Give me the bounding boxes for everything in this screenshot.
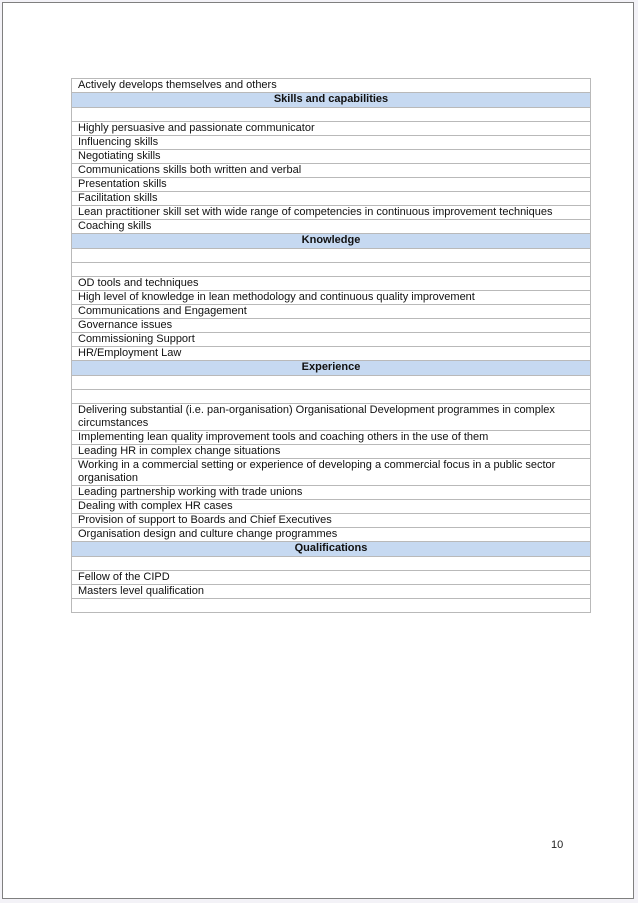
table-cell: Highly persuasive and passionate communicator <box>72 122 591 136</box>
section-header-row <box>72 361 591 376</box>
table-row <box>72 122 591 136</box>
table-cell: Masters level qualification <box>72 585 591 599</box>
table-row <box>72 514 591 528</box>
section-header-row <box>72 542 591 557</box>
blank-row <box>72 249 591 263</box>
table-row <box>72 445 591 459</box>
table-row <box>72 319 591 333</box>
blank-row <box>72 599 591 613</box>
table-row <box>72 500 591 514</box>
table-row <box>72 528 591 542</box>
table-row <box>72 136 591 150</box>
blank-row <box>72 376 591 390</box>
table-cell: Commissioning Support <box>72 333 591 347</box>
table-cell <box>72 390 591 404</box>
table-cell: Communications and Engagement <box>72 305 591 319</box>
table-row <box>72 79 591 93</box>
table-row <box>72 333 591 347</box>
table-cell: Lean practitioner skill set with wide range of competencies in continuous improvement techniques <box>72 206 591 220</box>
table-row <box>72 305 591 319</box>
blank-row <box>72 108 591 122</box>
table-cell: Fellow of the CIPD <box>72 571 591 585</box>
blank-row <box>72 263 591 277</box>
table-cell: Delivering substantial (i.e. pan-organisation) Organisational Development programmes in complex circumstances <box>72 404 591 431</box>
table-cell: Provision of support to Boards and Chief Executives <box>72 514 591 528</box>
person-specification-table <box>71 78 591 613</box>
table-row <box>72 277 591 291</box>
table-cell: Coaching skills <box>72 220 591 234</box>
table-row <box>72 404 591 431</box>
table-cell <box>72 263 591 277</box>
table-cell: Leading partnership working with trade unions <box>72 486 591 500</box>
table-cell: High level of knowledge in lean methodology and continuous quality improvement <box>72 291 591 305</box>
page-number: 10 <box>551 839 564 851</box>
table-row <box>72 220 591 234</box>
table-cell: Organisation design and culture change programmes <box>72 528 591 542</box>
table-row <box>72 178 591 192</box>
table-cell: Presentation skills <box>72 178 591 192</box>
table-cell: Influencing skills <box>72 136 591 150</box>
section-header-cell: Qualifications <box>72 542 591 557</box>
section-header-cell: Skills and capabilities <box>72 93 591 108</box>
table-cell: Actively develops themselves and others <box>72 79 591 93</box>
table-cell: Working in a commercial setting or experience of developing a commercial focus in a public sector organisation <box>72 459 591 486</box>
table-cell <box>72 249 591 263</box>
section-header-row <box>72 234 591 249</box>
table-row <box>72 431 591 445</box>
table-row <box>72 571 591 585</box>
table-cell <box>72 557 591 571</box>
table-body <box>72 79 591 613</box>
table-row <box>72 164 591 178</box>
table-cell: Facilitation skills <box>72 192 591 206</box>
section-header-cell: Knowledge <box>72 234 591 249</box>
table-cell: HR/Employment Law <box>72 347 591 361</box>
table-row <box>72 585 591 599</box>
table-cell: Governance issues <box>72 319 591 333</box>
table-cell: Implementing lean quality improvement tools and coaching others in the use of them <box>72 431 591 445</box>
table-cell: OD tools and techniques <box>72 277 591 291</box>
table-cell <box>72 599 591 613</box>
table-row <box>72 206 591 220</box>
table-row <box>72 347 591 361</box>
table-cell <box>72 376 591 390</box>
section-header-row <box>72 93 591 108</box>
blank-row <box>72 557 591 571</box>
document-page <box>2 2 634 899</box>
section-header-cell: Experience <box>72 361 591 376</box>
table-row <box>72 486 591 500</box>
table-cell: Dealing with complex HR cases <box>72 500 591 514</box>
table-row <box>72 150 591 164</box>
table-row <box>72 192 591 206</box>
table-row <box>72 291 591 305</box>
table-cell: Leading HR in complex change situations <box>72 445 591 459</box>
table-cell <box>72 108 591 122</box>
table-cell: Negotiating skills <box>72 150 591 164</box>
blank-row <box>72 390 591 404</box>
table-row <box>72 459 591 486</box>
table-cell: Communications skills both written and verbal <box>72 164 591 178</box>
